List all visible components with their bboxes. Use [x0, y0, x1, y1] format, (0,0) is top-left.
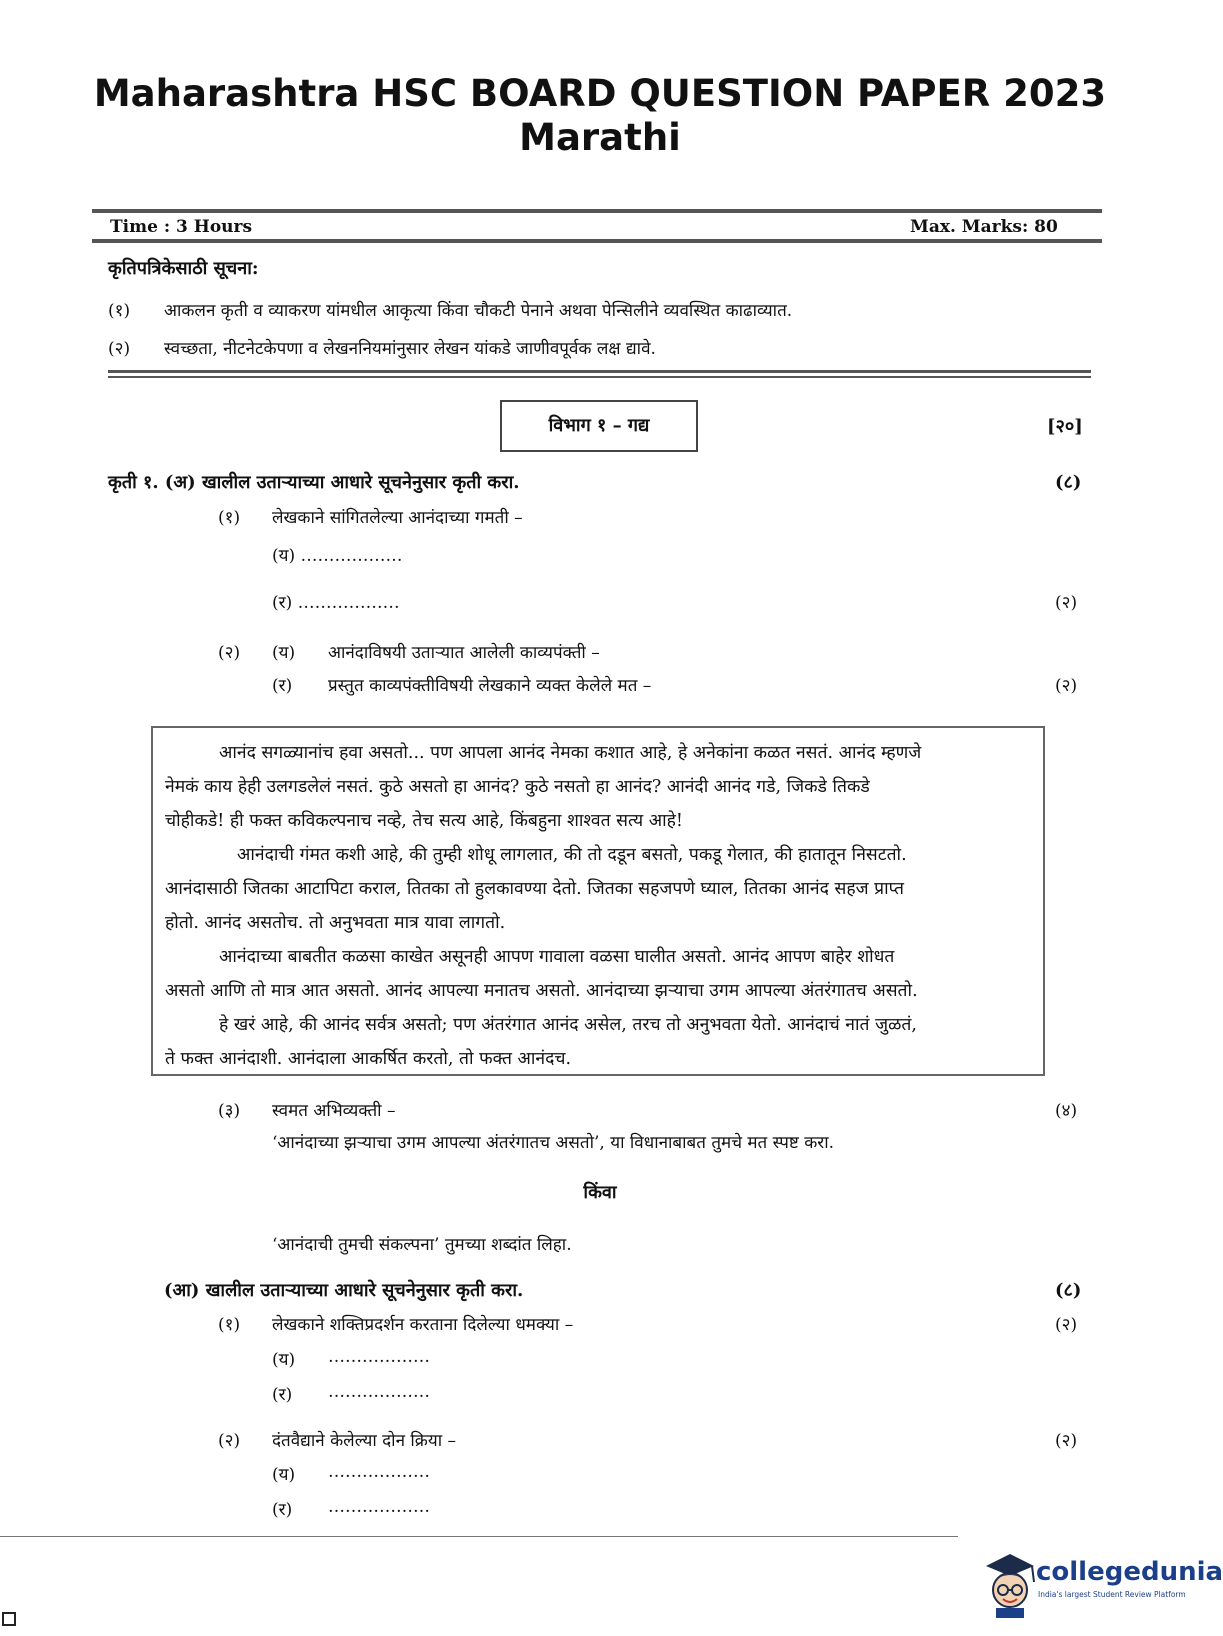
q1b-sub1-marks: (२) [1055, 1315, 1078, 1335]
instruction-1-num: (१) [108, 301, 131, 321]
instructions-heading: कृतिपत्रिकेसाठी सूचना: [108, 258, 259, 279]
q1b-sub1-y-blank: ……………… [328, 1347, 430, 1367]
passage-line: होतो. आनंद असतोच. तो अनुभवता मात्र यावा लागतो. [165, 913, 506, 933]
q1b-sub2-num: (२) [218, 1431, 241, 1451]
passage-line: असतो आणि तो मात्र आत असतो. आनंद आपल्या मनातच असतो. आनंदाच्या झऱ्याचा उगम आपल्या अंतरंगातच असतो. [165, 981, 918, 1001]
passage-line: नेमकं काय हेही उलगडलेलं नसतं. कुठे असतो हा आनंद? कुठे नसतो हा आनंद? आनंदी आनंद गडे, जिकडे तिकडे [165, 777, 870, 797]
q1a-sub3-alt: ‘आनंदाची तुमची संकल्पना’ तुमच्या शब्दांत लिहा. [272, 1235, 572, 1255]
band-bottom-rule [92, 239, 1102, 243]
instruction-2-num: (२) [108, 339, 131, 359]
q1a-sub2-y-label: (य) [272, 643, 296, 663]
collegedunia-logo: collegedunia [1036, 1557, 1223, 1587]
passage-line: आनंदाच्या बाबतीत कळसा काखेत असूनही आपण गावाला वळसा घालीत असतो. आनंद आपण बाहेर शोधत [219, 947, 895, 967]
passage-line: हे खरं आहे, की आनंद सर्वत्र असतो; पण अंतरंगात आनंद असेल, तरच तो अनुभवता येतो. आनंदाचं नातं जुळतं, [219, 1015, 917, 1035]
section-marks: [२०] [1047, 416, 1083, 437]
q1b-marks: (८) [1055, 1280, 1082, 1301]
passage-line: आनंदाची गंमत कशी आहे, की तुम्ही शोधू लागलात, की तो दडून बसतो, पकडू गेलात, की हातातून निसटतो. [237, 845, 907, 865]
collegedunia-mascot-icon [982, 1552, 1038, 1618]
passage-line: चोहीकडे! ही फक्त कविकल्पनाच नव्हे, तेच सत्य आहे, किंबहुना शाश्वत सत्य आहे! [165, 811, 683, 831]
q1b-sub2-r-label: (र) [272, 1500, 293, 1520]
passage-line: ते फक्त आनंदाशी. आनंदाला आकर्षित करतो, तो फक्त आनंदच. [165, 1049, 572, 1069]
collegedunia-tagline: India's largest Student Review Platform [1038, 1590, 1186, 1599]
q1b-sub2-text: दंतवैद्याने केलेल्या दोन क्रिया – [272, 1431, 457, 1451]
q1a-sub2-num: (२) [218, 643, 241, 663]
q1b-sub1-text: लेखकाने शक्तिप्रदर्शन करताना दिलेल्या धमक्या – [272, 1315, 574, 1335]
q1b-sub1-r-blank: ……………… [328, 1382, 430, 1402]
q1b-sub1-r-label: (र) [272, 1385, 293, 1405]
instructions-rule-1 [108, 370, 1091, 373]
q1a-label: कृती १. (अ) खालील उताऱ्याच्या आधारे सूचनेनुसार कृती करा. [108, 472, 520, 493]
passage-line: आनंद सगळ्यानांच हवा असतो... पण आपला आनंद नेमका कशात आहे, हे अनेकांना कळत नसतं. आनंद म्हणजे [219, 743, 922, 763]
q1a-sub3-text: स्वमत अभिव्यक्ती – [272, 1101, 396, 1121]
q1a-sub2-r-text: प्रस्तुत काव्यपंक्तीविषयी लेखकाने व्यक्त केलेले मत – [328, 676, 652, 696]
paper-subject: Marathi [519, 116, 681, 159]
q1a-sub1-y: (य) ……………… [272, 546, 403, 566]
or-label: किंवा [583, 1182, 617, 1203]
instruction-2-text: स्वच्छता, नीटनेटकेपणा व लेखननियमांनुसार लेखन यांकडे जाणीवपूर्वक लक्ष द्यावे. [164, 339, 656, 359]
q1a-sub3-num: (३) [218, 1101, 241, 1121]
q1b-sub1-y-label: (य) [272, 1350, 296, 1370]
q1a-marks: (८) [1055, 472, 1082, 493]
paper-title: Maharashtra HSC BOARD QUESTION PAPER 2023 [93, 72, 1107, 115]
q1a-sub1-r: (र) ……………… [272, 593, 400, 613]
top-rule [92, 209, 1102, 213]
passage-box [151, 726, 1045, 1076]
max-marks-label: Max. Marks: 80 [910, 217, 1058, 237]
time-label: Time : 3 Hours [110, 217, 253, 237]
q1b-label: (आ) खालील उताऱ्याच्या आधारे सूचनेनुसार कृती करा. [164, 1280, 524, 1301]
checkbox-square [2, 1612, 16, 1626]
q1a-sub2-marks: (२) [1055, 676, 1078, 696]
q1b-sub2-y-blank: ……………… [328, 1462, 430, 1482]
instructions-rule-2 [108, 376, 1091, 378]
q1a-sub1-text: लेखकाने सांगितलेल्या आनंदाच्या गमती – [272, 508, 523, 528]
instruction-1-text: आकलन कृती व व्याकरण यांमधील आकृत्या किंवा चौकटी पेनाने अथवा पेन्सिलीने व्यवस्थित काढाव्यात. [164, 301, 793, 321]
q1a-sub3-question: ‘आनंदाच्या झऱ्याचा उगम आपल्या अंतरंगातच असतो’, या विधानाबाबत तुमचे मत स्पष्ट करा. [272, 1133, 835, 1153]
q1b-sub2-marks: (२) [1055, 1431, 1078, 1451]
footer-rule [0, 1536, 958, 1537]
passage-line: आनंदासाठी जितका आटापिटा कराल, तितका तो हुलकावण्या देतो. जितका सहजपणे घ्याल, तितका आनंद सहज प्राप्त [165, 879, 905, 899]
q1a-sub2-y-text: आनंदाविषयी उताऱ्यात आलेली काव्यपंक्ती – [328, 643, 600, 663]
q1a-sub2-r-label: (र) [272, 676, 293, 696]
q1b-sub2-y-label: (य) [272, 1465, 296, 1485]
q1a-sub3-marks: (४) [1055, 1101, 1078, 1121]
q1b-sub2-r-blank: ……………… [328, 1497, 430, 1517]
section-title-box: विभाग १ – गद्य [500, 400, 698, 452]
q1a-sub1-marks: (२) [1055, 593, 1078, 613]
q1a-sub1-num: (१) [218, 508, 241, 528]
q1b-sub1-num: (१) [218, 1315, 241, 1335]
